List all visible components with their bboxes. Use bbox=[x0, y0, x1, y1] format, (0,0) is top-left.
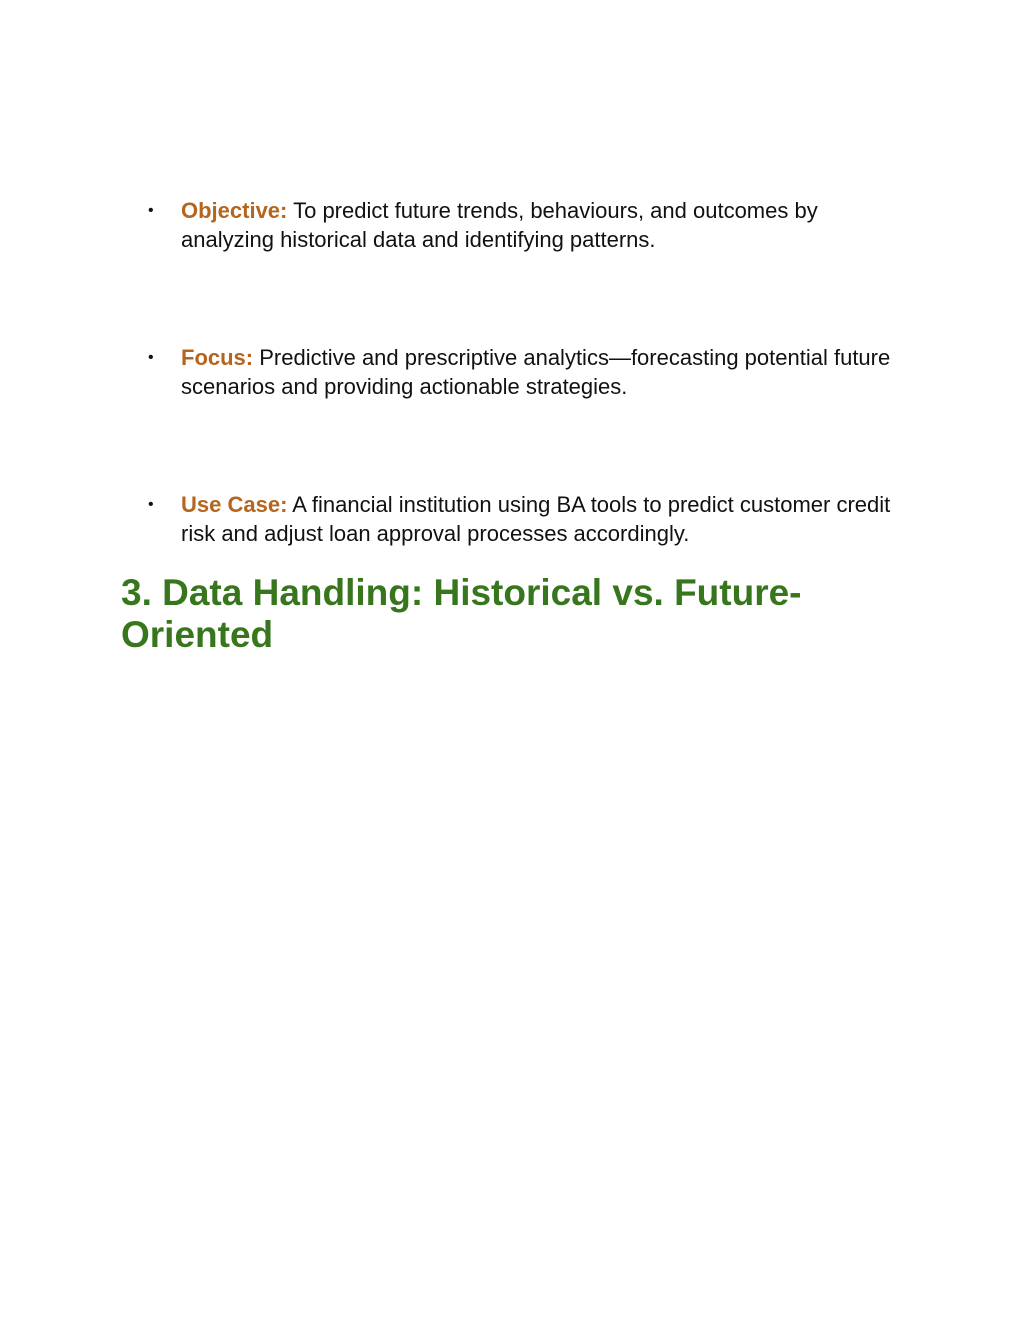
bullet-body-objective: To predict future trends, behaviours, and outcomes by analyzing historical data and identifying patterns. bbox=[181, 198, 818, 252]
bullet-marker: • bbox=[148, 202, 154, 219]
bullet-label-use-case: Use Case: bbox=[181, 492, 288, 517]
bullet-marker: • bbox=[148, 496, 154, 513]
bullet-item-use-case bbox=[148, 490, 908, 548]
section-heading: 3. Data Handling: Historical vs. Future-Oriented bbox=[121, 572, 802, 655]
bullet-body-use-case: A financial institution using BA tools to predict customer credit risk and adjust loan approval processes accordingly. bbox=[181, 492, 891, 546]
bullet-text bbox=[181, 196, 908, 254]
bullet-text bbox=[181, 490, 908, 548]
bullet-marker: • bbox=[148, 349, 154, 366]
bullet-label-focus: Focus: bbox=[181, 345, 254, 370]
bullet-body-focus: Predictive and prescriptive analytics—forecasting potential future scenarios and providing actionable strategies. bbox=[181, 345, 891, 399]
bullet-item-focus bbox=[148, 343, 908, 401]
bullet-label-objective: Objective: bbox=[181, 198, 288, 223]
bullet-text bbox=[181, 343, 908, 401]
bullet-item-objective bbox=[148, 196, 908, 254]
